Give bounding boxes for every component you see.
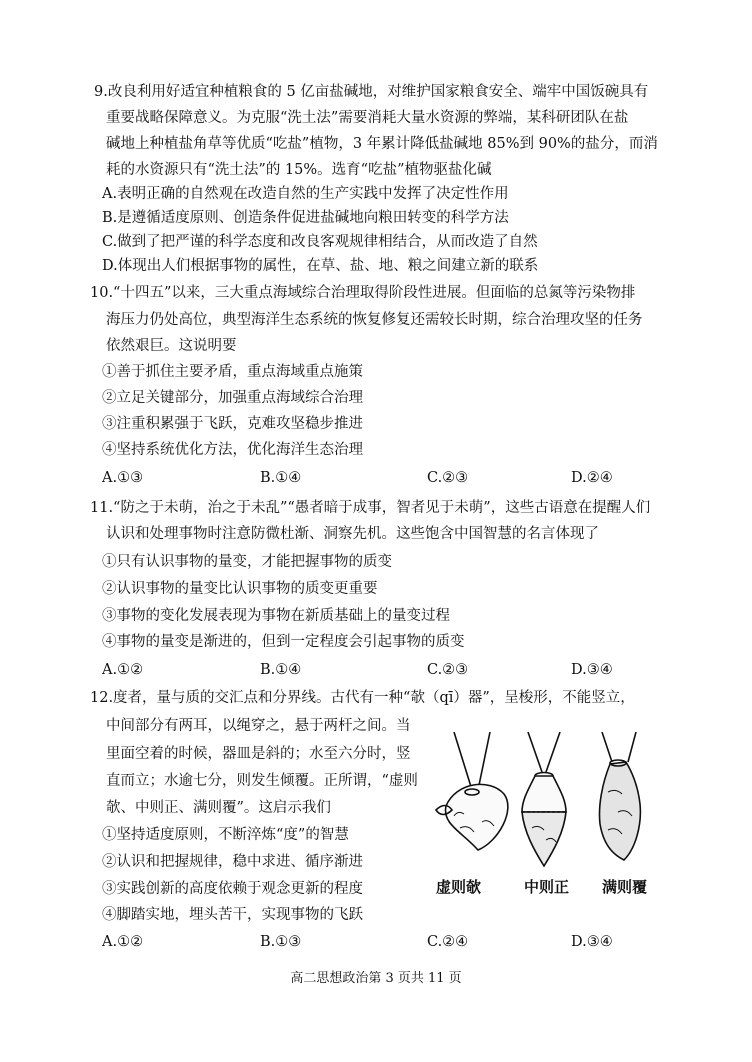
q10-item-3: ③注重积累强于飞跃，克难攻坚稳步推进 bbox=[102, 416, 363, 432]
q9-option-c: C.做到了把严谨的科学态度和改良客观规律相结合，从而改造了自然 bbox=[102, 234, 538, 250]
q9-stem-line-2: 重要战略保障意义。为克服“洗土法”需要消耗大量水资源的弊端，某科研团队在盐 bbox=[106, 110, 629, 126]
q10-stem-line-3: 依然艰巨。这说明要 bbox=[106, 338, 237, 354]
q11-choice-a: A.①② bbox=[102, 662, 144, 678]
q12-choice-d: D.③④ bbox=[571, 934, 613, 950]
q12-choice-b: B.①③ bbox=[260, 934, 302, 950]
q12-choice-a: A.①② bbox=[102, 934, 144, 950]
q12-item-3: ③实践创新的高度依赖于观念更新的程度 bbox=[102, 881, 363, 897]
q9-option-a: A.表明正确的自然观在改造自然的生产实践中发挥了决定性作用 bbox=[102, 186, 509, 202]
q10-choice-b: B.①④ bbox=[260, 470, 302, 486]
q12-choice-c: C.②④ bbox=[427, 934, 469, 950]
qi-vessel-figure bbox=[432, 732, 668, 902]
q10-choice-d: D.②④ bbox=[571, 470, 613, 486]
vessel-upright-half bbox=[522, 732, 566, 866]
q11-item-3: ③事物的变化发展表现为事物在新质基础上的量变过程 bbox=[102, 608, 450, 624]
q11-choice-b: B.①④ bbox=[260, 662, 302, 678]
q12-item-1: ①坚持适度原则，不断淬炼“度”的智慧 bbox=[102, 827, 349, 843]
q11-stem-line-1: 11.“防之于未萌，治之于未乱”“愚者暗于成事，智者见于未萌”，这些古语意在提醒人们 bbox=[90, 500, 651, 516]
q9-stem-line-4: 耗的水资源只有“洗土法”的 15%。选育“吃盐”植物驱盐化碱 bbox=[106, 162, 492, 178]
q9-option-d: D.体现出人们根据事物的属性，在草、盐、地、粮之间建立新的联系 bbox=[102, 258, 539, 274]
vessel-overturned-full bbox=[599, 732, 640, 860]
q12-item-4: ④脚踏实地，埋头苦干，实现事物的飞跃 bbox=[102, 907, 363, 923]
page-footer: 高二思想政治第 3 页共 11 页 bbox=[290, 971, 462, 986]
q12-stem-line-3: 里面空着的时候，器皿是斜的；水至六分时，竖 bbox=[106, 746, 411, 762]
q12-stem-line-1: 12.度者，量与质的交汇点和分界线。古代有一种“欹（qī）器”，呈梭形，不能竖立， bbox=[90, 690, 635, 706]
q11-choice-d: D.③④ bbox=[571, 662, 613, 678]
q9-stem-line-1: 9.改良利用好适宜种植粮食的 5 亿亩盐碱地，对维护国家粮食安全、端牢中国饭碗具有 bbox=[94, 84, 649, 100]
q12-stem-line-5: 欹、中则正、满则覆”。这启示我们 bbox=[106, 800, 331, 816]
q11-item-1: ①只有认识事物的量变，才能把握事物的质变 bbox=[102, 554, 392, 570]
caption-upright: 中则正 bbox=[524, 878, 570, 896]
q11-choice-c: C.②③ bbox=[427, 662, 469, 678]
caption-overturned: 满则覆 bbox=[602, 878, 648, 896]
q11-stem-line-2: 认识和处理事物时注意防微杜渐、洞察先机。这些饱含中国智慧的名言体现了 bbox=[106, 526, 599, 542]
q11-item-4: ④事物的量变是渐进的，但到一定程度会引起事物的质变 bbox=[102, 634, 465, 650]
q10-stem-line-2: 海压力仍处高位，典型海洋生态系统的恢复修复还需较长时期，综合治理攻坚的任务 bbox=[106, 312, 643, 328]
q12-stem-line-4: 直而立；水逾七分，则发生倾覆。正所谓，“虚则 bbox=[106, 773, 418, 789]
q11-item-2: ②认识事物的量变比认识事物的质变更重要 bbox=[102, 581, 378, 597]
q9-stem-line-3: 碱地上种植盐角草等优质“吃盐”植物，3 年累计降低盐碱地 85%到 90%的盐分，而消 bbox=[106, 136, 658, 152]
q10-item-2: ②立足关键部分，加强重点海域综合治理 bbox=[102, 390, 363, 406]
q12-item-2: ②认识和把握规律，稳中求进、循序渐进 bbox=[102, 854, 363, 870]
q10-choice-a: A.①③ bbox=[102, 470, 144, 486]
q12-stem-line-2: 中间部分有两耳，以绳穿之，悬于两杆之间。当 bbox=[106, 718, 411, 734]
q9-option-b: B.是遵循适度原则、创造条件促进盐碱地向粮田转变的科学方法 bbox=[102, 210, 509, 226]
q10-choice-c: C.②③ bbox=[427, 470, 469, 486]
caption-tilted: 虚则欹 bbox=[436, 878, 482, 896]
q10-item-1: ①善于抓住主要矛盾，重点海域重点施策 bbox=[102, 364, 363, 380]
vessel-tilted-empty bbox=[436, 732, 508, 850]
q10-stem-line-1: 10.“十四五”以来，三大重点海域综合治理取得阶段性进展。但面临的总氮等污染物排 bbox=[90, 285, 636, 301]
q10-item-4: ④坚持系统优化方法，优化海洋生态治理 bbox=[102, 442, 363, 458]
